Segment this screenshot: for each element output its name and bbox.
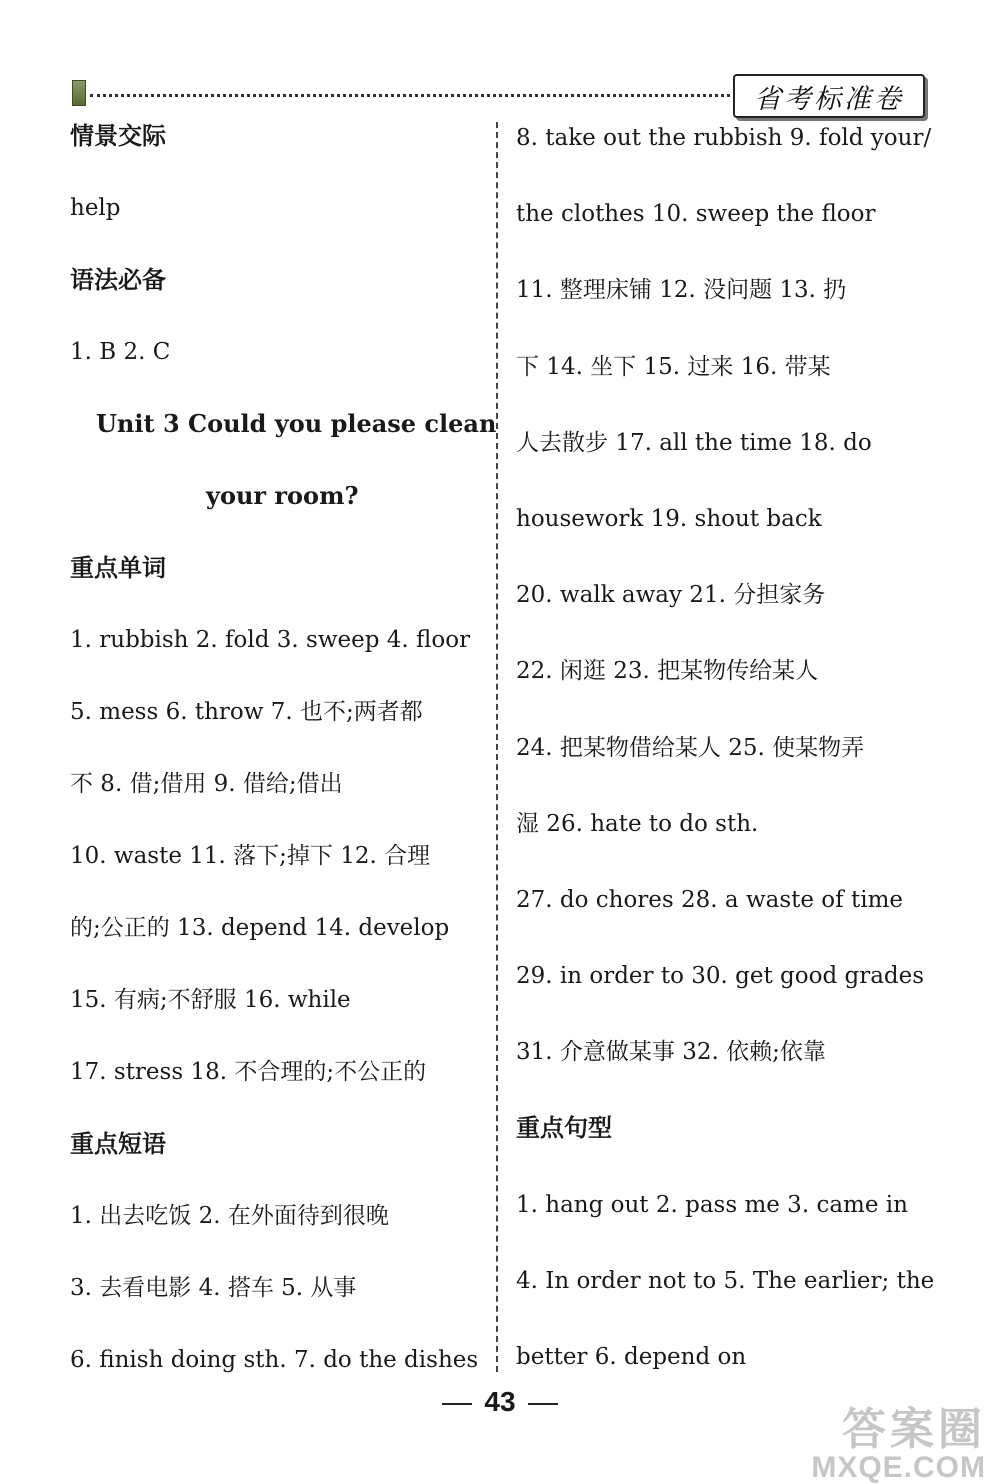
answer-line: 的;公正的 13. depend 14. develop xyxy=(70,915,450,941)
answer-line: 湿 26. hate to do sth. xyxy=(516,810,759,837)
answer-line: 10. waste 11. 落下;掉下 12. 合理 xyxy=(70,843,431,869)
answer-line: 1. hang out 2. pass me 3. came in xyxy=(516,1191,908,1218)
answer-line: 20. walk away 21. 分担家务 xyxy=(516,582,826,609)
unit-title: Unit 3 Could you please clean xyxy=(96,409,497,438)
answer-line: 人去散步 17. all the time 18. do xyxy=(516,429,872,456)
answer-line: 24. 把某物借给某人 25. 使某物弄 xyxy=(516,734,865,761)
answer-line: 17. stress 18. 不合理的;不公正的 xyxy=(70,1059,427,1085)
page-number-text: 43 xyxy=(484,1386,516,1417)
right-column xyxy=(516,100,935,1395)
watermark-text: 答案圈 xyxy=(842,1405,986,1454)
answer-line: housework 19. shout back xyxy=(516,505,822,532)
answer-line: the clothes 10. sweep the floor xyxy=(516,201,876,228)
answer-line: 不 8. 借;借用 9. 借给;借出 xyxy=(70,771,343,797)
answer-line: 15. 有病;不舒服 16. while xyxy=(70,987,351,1013)
answer-line: 下 14. 坐下 15. 过来 16. 带某 xyxy=(516,353,831,380)
answer-line: 29. in order to 30. get good grades xyxy=(516,963,925,990)
answer-line: 1. 出去吃饭 2. 在外面待到很晚 xyxy=(70,1203,389,1229)
answer-line: 22. 闲逛 23. 把某物传给某人 xyxy=(516,658,819,685)
left-column xyxy=(70,100,497,1396)
watermark xyxy=(811,1405,986,1484)
answer-line: 3. 去看电影 4. 搭车 5. 从事 xyxy=(70,1275,357,1301)
section-heading: 语法必备 xyxy=(70,266,166,294)
section-heading: 重点短语 xyxy=(70,1130,166,1158)
page-dash-left xyxy=(442,1403,472,1405)
answer-line: 6. finish doing sth. 7. do the dishes xyxy=(70,1347,479,1373)
answer-line: 1. B 2. C xyxy=(70,339,171,365)
header-dotted-rule xyxy=(90,94,730,97)
column-divider xyxy=(496,122,498,1372)
answer-line: help xyxy=(70,195,121,221)
section-heading: 重点单词 xyxy=(70,554,166,582)
answer-line: 4. In order not to 5. The earlier; the xyxy=(516,1267,935,1294)
answer-line: 8. take out the rubbish 9. fold your/ xyxy=(516,125,932,151)
watermark-url: MXQE.COM xyxy=(811,1451,986,1484)
page-dash-right xyxy=(528,1403,558,1405)
answer-line: better 6. depend on xyxy=(516,1344,747,1370)
answer-line: 5. mess 6. throw 7. 也不;两者都 xyxy=(70,699,423,725)
answer-line: 27. do chores 28. a waste of time xyxy=(516,886,904,913)
answer-line: 1. rubbish 2. fold 3. sweep 4. floor xyxy=(70,627,471,653)
answer-line: 31. 介意做某事 32. 依赖;依靠 xyxy=(516,1039,826,1066)
answer-line: 11. 整理床铺 12. 没问题 13. 扔 xyxy=(516,277,847,304)
brand-text: 省考标准卷 xyxy=(754,83,904,115)
unit-title-continued: your room? xyxy=(206,481,359,510)
section-heading: 情景交际 xyxy=(70,122,166,150)
section-heading: 重点句型 xyxy=(516,1114,612,1143)
